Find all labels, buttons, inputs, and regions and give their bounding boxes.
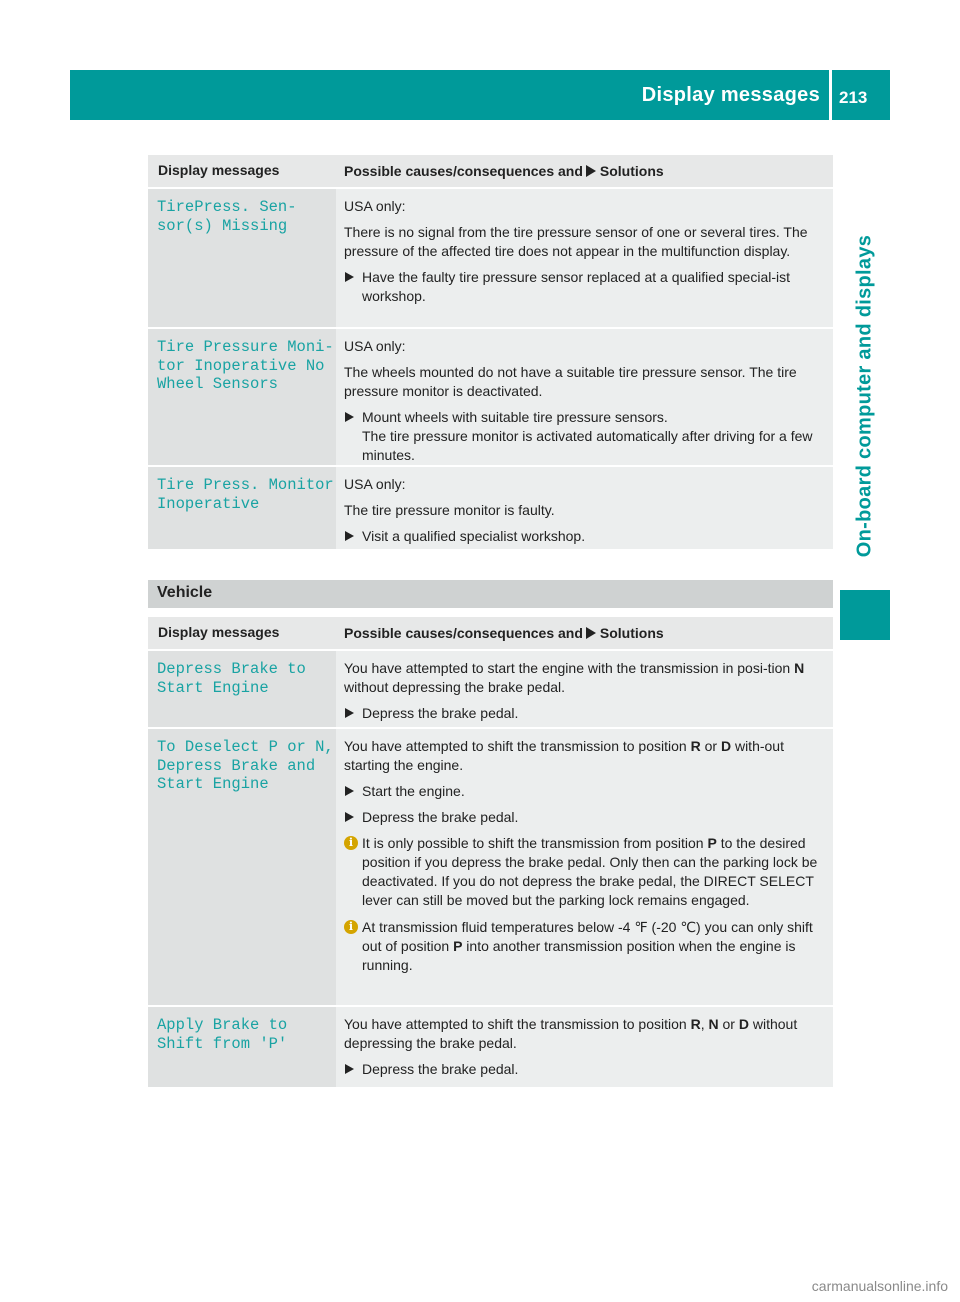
step-detail: The tire pressure monitor is activated automatically after driving for a few minutes. bbox=[362, 428, 813, 463]
solution-cell bbox=[336, 651, 833, 727]
step-arrow-icon bbox=[345, 272, 354, 282]
column-header-suffix: Solutions bbox=[599, 625, 664, 641]
region-note: USA only: bbox=[344, 198, 406, 214]
cause-text: You have attempted to start the engine with the transmission in posi‐tion N without depressing the brake pedal. bbox=[344, 660, 805, 695]
step-text: Start the engine. bbox=[362, 783, 465, 799]
side-tab-label: On-board computer and displays bbox=[853, 234, 876, 558]
arrow-icon bbox=[586, 627, 596, 639]
cause-text: The wheels mounted do not have a suitable tire pressure sensor. The tire pressure monitor is deactivated. bbox=[344, 364, 797, 399]
page-header bbox=[70, 70, 890, 120]
step-text: Depress the brake pedal. bbox=[362, 705, 519, 721]
step-arrow-icon bbox=[345, 531, 354, 541]
solution-cell bbox=[336, 189, 833, 327]
column-header-prefix: Possible causes/consequences and bbox=[344, 163, 583, 179]
table-header-row bbox=[148, 617, 833, 651]
info-note: i At transmission fluid temperatures below -4 ℉ (-20 ℃) you can only shift out of position P into another transmission position when the engine is running. bbox=[344, 918, 827, 975]
solution-step bbox=[344, 808, 827, 827]
column-header-messages: Display messages bbox=[158, 624, 280, 640]
step-text: Depress the brake pedal. bbox=[362, 1061, 519, 1077]
header-divider bbox=[829, 70, 832, 120]
display-message: Depress Brake to Start Engine bbox=[148, 651, 336, 727]
step-arrow-icon bbox=[345, 812, 354, 822]
solution-step bbox=[344, 1060, 827, 1079]
tire-pressure-table bbox=[148, 155, 833, 551]
info-icon: i bbox=[344, 920, 358, 934]
region-note: USA only: bbox=[344, 338, 406, 354]
cause-text: There is no signal from the tire pressure sensor of one or several tires. The pressure of the affected tire does not appear in the multifunction display. bbox=[344, 224, 808, 259]
region-note: USA only: bbox=[344, 476, 406, 492]
solution-cell bbox=[336, 1007, 833, 1087]
vehicle-table bbox=[148, 617, 833, 1089]
cause-text: You have attempted to shift the transmission to position R or D with‐out starting the engine. bbox=[344, 738, 784, 773]
side-tab-marker bbox=[840, 590, 890, 640]
step-text: Visit a qualified specialist workshop. bbox=[362, 528, 586, 544]
display-message: Tire Pressure Moni‐ tor Inoperative No Wheel Sensors bbox=[148, 329, 336, 465]
column-header-solutions bbox=[336, 155, 833, 187]
display-message: Apply Brake to Shift from 'P' bbox=[148, 1007, 336, 1087]
solution-cell bbox=[336, 467, 833, 549]
column-header-solutions bbox=[336, 617, 833, 649]
section-title: Vehicle bbox=[148, 580, 833, 608]
cause-text: You have attempted to shift the transmission to position R, N or D without depressing the brake pedal. bbox=[344, 1016, 798, 1051]
watermark: carmanualsonline.info bbox=[811, 1278, 948, 1294]
step-text: Have the faulty tire pressure sensor replaced at a qualified special‐ist workshop. bbox=[362, 269, 790, 304]
table-row bbox=[148, 189, 833, 329]
table-row bbox=[148, 329, 833, 467]
step-arrow-icon bbox=[345, 708, 354, 718]
solution-cell bbox=[336, 729, 833, 1005]
table-row bbox=[148, 1007, 833, 1089]
arrow-icon bbox=[586, 165, 596, 177]
header-title: Display messages bbox=[641, 84, 820, 106]
step-arrow-icon bbox=[345, 786, 354, 796]
solution-step bbox=[344, 527, 827, 546]
solution-step bbox=[344, 782, 827, 801]
info-note: i It is only possible to shift the transmission from position P to the desired position if you depress the brake pedal. Only then can the parking lock be deactivated. If you do not depress the brake pedal, the DIRECT SELECT lever can still be moved but the parking lock remains engaged. bbox=[344, 834, 827, 910]
column-header-suffix: Solutions bbox=[599, 163, 664, 179]
solution-step bbox=[344, 268, 827, 306]
display-message: Tire Press. Monitor Inoperative bbox=[148, 467, 336, 549]
solution-step bbox=[344, 408, 827, 465]
step-text: Depress the brake pedal. bbox=[362, 809, 519, 825]
display-message: TirePress. Sen‐ sor(s) Missing bbox=[148, 189, 336, 327]
table-row bbox=[148, 467, 833, 551]
table-row bbox=[148, 729, 833, 1007]
cause-text: The tire pressure monitor is faulty. bbox=[344, 502, 555, 518]
step-arrow-icon bbox=[345, 412, 354, 422]
display-message: To Deselect P or N, Depress Brake and Start Engine bbox=[148, 729, 336, 1005]
info-icon: i bbox=[344, 836, 358, 850]
step-text: Mount wheels with suitable tire pressure sensors. bbox=[362, 409, 668, 425]
solution-cell bbox=[336, 329, 833, 465]
solution-step bbox=[344, 704, 827, 723]
column-header-prefix: Possible causes/consequences and bbox=[344, 625, 583, 641]
column-header-messages: Display messages bbox=[158, 162, 280, 178]
table-header-row bbox=[148, 155, 833, 189]
table-row bbox=[148, 651, 833, 729]
page-number: 213 bbox=[839, 88, 868, 107]
step-arrow-icon bbox=[345, 1064, 354, 1074]
